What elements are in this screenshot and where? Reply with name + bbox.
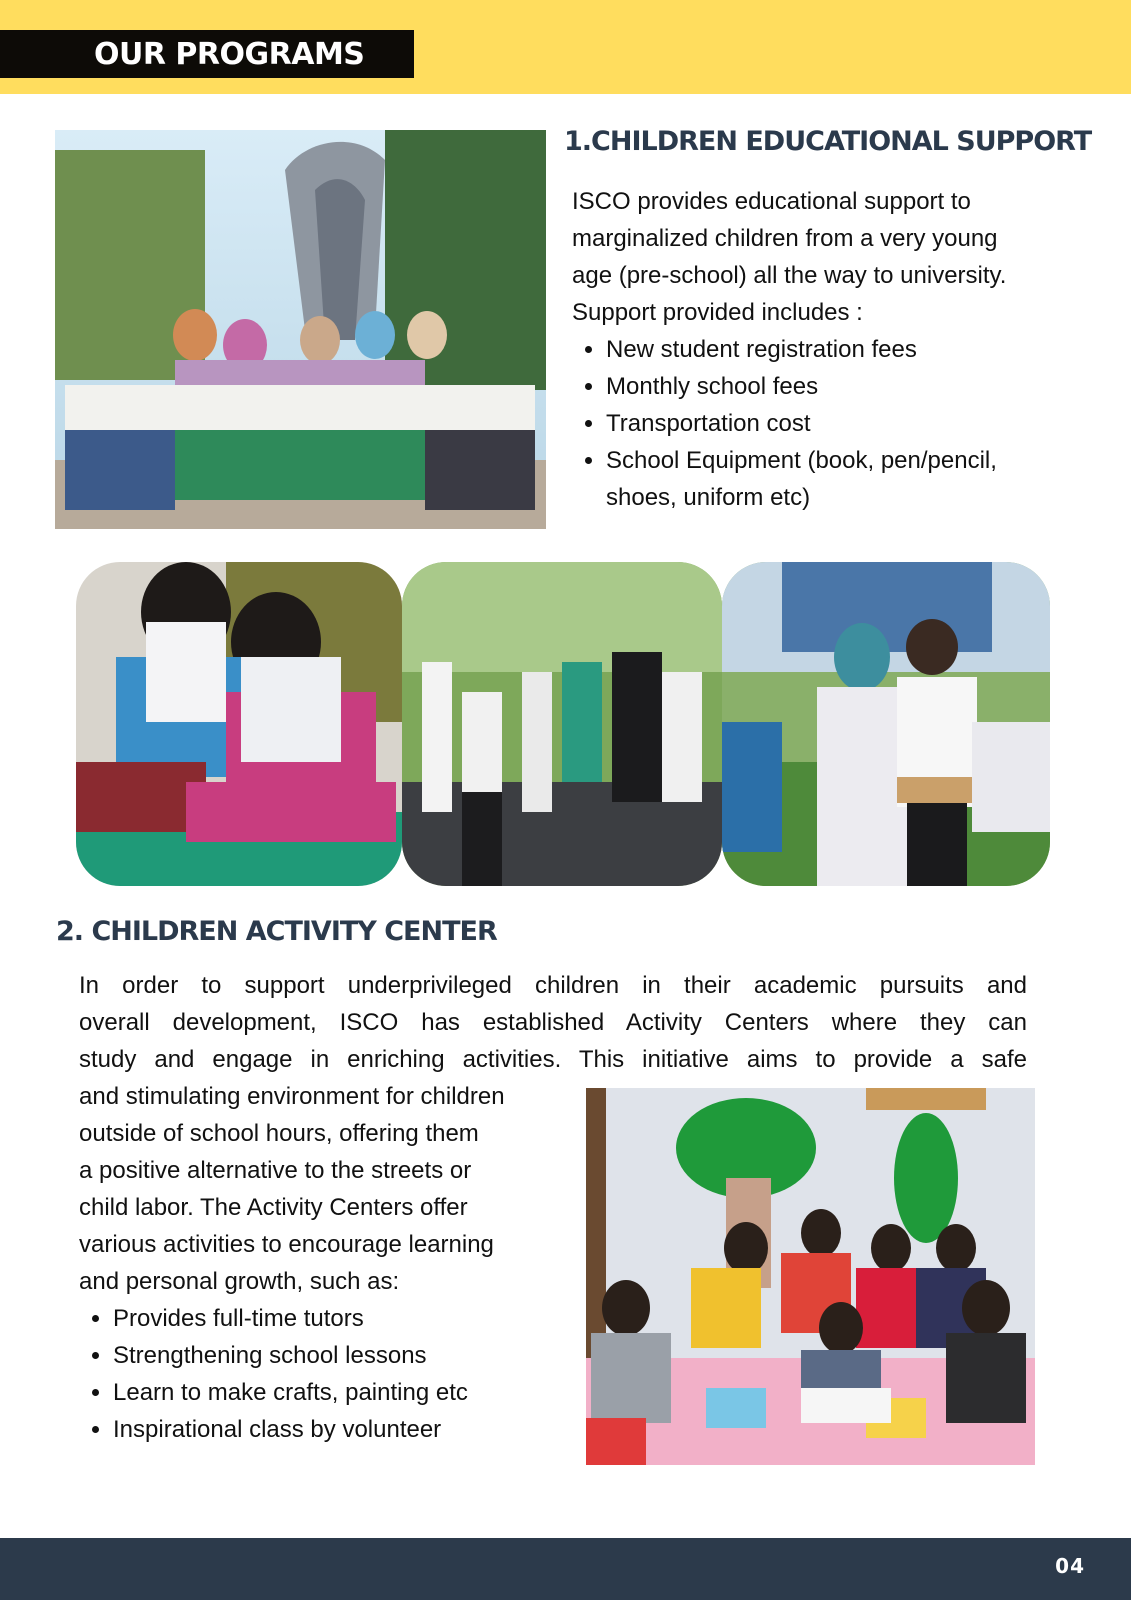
list-item: • Strengthening school lessons <box>113 1337 579 1374</box>
intro-line: marginalized children from a very young <box>572 225 998 252</box>
body-line: a positive alternative to the streets or <box>79 1157 472 1184</box>
body-line: child labor. The Activity Centers offer <box>79 1194 468 1221</box>
section2-body <box>79 1078 579 1448</box>
list-item: • Monthly school fees <box>606 368 1092 405</box>
intro-line: overall development, ISCO has established Activity Centers where they can <box>79 1009 1027 1036</box>
distribution-photo <box>402 562 722 886</box>
gift-photo <box>722 562 1050 886</box>
section2-intro <box>79 967 1027 1078</box>
activity-list <box>79 1300 579 1448</box>
uniform-photo <box>76 562 402 886</box>
body-line: various activities to encourage learning <box>79 1231 494 1258</box>
list-item: • Learn to make crafts, painting etc <box>113 1374 579 1411</box>
page-title: OUR PROGRAMS <box>94 36 365 72</box>
list-item: • School Equipment (book, pen/pencil, shoes, uniform etc) <box>606 442 1046 516</box>
body-line: and stimulating environment for children <box>79 1083 505 1110</box>
list-item: • New student registration fees <box>606 331 1092 368</box>
intro-line: In order to support underprivileged children in their academic pursuits and <box>79 972 1027 999</box>
page-header <box>0 30 414 78</box>
body-line: outside of school hours, offering them <box>79 1120 479 1147</box>
intro-line: ISCO provides educational support to <box>572 188 971 215</box>
intro-line: study and engage in enriching activities. This initiative aims to provide a safe <box>79 1046 1027 1073</box>
intro-line: age (pre-school) all the way to university. <box>572 262 1007 289</box>
section1-body <box>572 183 1092 516</box>
support-list <box>572 331 1092 516</box>
list-item: • Inspirational class by volunteer <box>113 1411 579 1448</box>
reading-corner-photo <box>586 1088 1035 1465</box>
intro-line: Support provided includes : <box>572 299 863 326</box>
page-number: 04 <box>1055 1554 1085 1578</box>
list-item: • Transportation cost <box>606 405 1092 442</box>
body-line: and personal growth, such as: <box>79 1268 400 1295</box>
section1-title: 1.CHILDREN EDUCATIONAL SUPPORT <box>564 126 1092 157</box>
list-item: • Provides full-time tutors <box>113 1300 579 1337</box>
section2-title: 2. CHILDREN ACTIVITY CENTER <box>56 916 497 947</box>
page-footer <box>0 1538 1131 1600</box>
group-photo <box>55 130 546 529</box>
